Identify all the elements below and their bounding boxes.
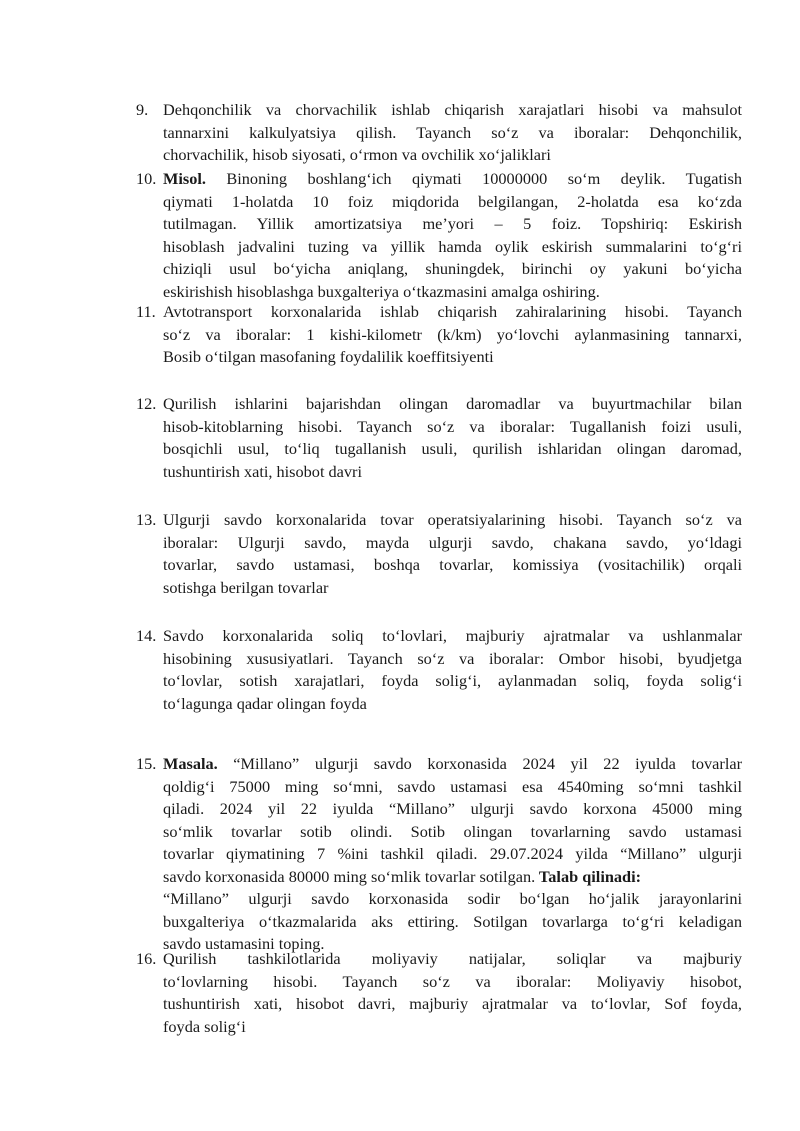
list-item-10 <box>136 168 742 303</box>
text-line: hisob-kitoblarning hisobi. Tayanch so‘z va iboralar: Tugallanish foizi usuli, <box>163 416 742 436</box>
item-text <box>163 753 742 956</box>
item-number: 15. <box>136 754 157 773</box>
list-item-11 <box>136 301 742 369</box>
text-line: bosqichli usul, to‘liq tugallanish usuli, qurilish ishlaridan olingan daromad, <box>163 439 742 458</box>
text-line: so‘z va iboralar: 1 kishi-kilometr (k/km) yo‘lovchi aylanmasining tannarxi, <box>163 324 742 344</box>
item-number: 10. <box>136 169 157 188</box>
item-text <box>163 509 742 599</box>
text-line: tannarxini kalkulyatsiya qilish. Tayanch so‘z va iboralar: Dehqonchilik, <box>163 122 742 142</box>
item-number: 11. <box>136 302 156 321</box>
item-text <box>163 948 742 1038</box>
item-text <box>163 393 742 483</box>
text-line: qiladi. 2024 yil 22 iyulda “Millano” ulgurji savdo korxona 45000 ming <box>163 799 742 818</box>
item-number: 13. <box>136 510 157 529</box>
text-line: hisoblash jadvalini tuzing va yillik hamda oylik eskirish summalarini to‘g‘ri <box>163 236 742 256</box>
list-item-12 <box>136 393 742 483</box>
text-line: Ulgurji savdo korxonalarida tovar operatsiyalarining hisobi. Tayanch so‘z va <box>163 510 742 529</box>
text-line: to‘lovlarning hisobi. Tayanch so‘z va iboralar: Moliyaviy hisobot, <box>163 971 742 991</box>
text-line: to‘lagunga qadar olingan foyda <box>163 693 367 713</box>
text-line: tushuntirish xati, hisobot davri, majburiy ajratmalar va to‘lovlar, Sof foyda, <box>163 994 742 1013</box>
text-line: qoldig‘i 75000 ming so‘mni, savdo ustamasi esa 4540ming so‘mni tashkil <box>163 776 742 796</box>
text-line: iboralar: Ulgurji savdo, mayda ulgurji savdo, chakana savdo, yo‘ldagi <box>163 532 742 552</box>
text-line: eskirishish hisoblashga buxgalteriya o‘tkazmasini amalga oshiring. <box>163 281 600 301</box>
item-number: 16. <box>136 949 157 968</box>
item-number: 9. <box>136 100 149 119</box>
text-line: tovarlar, savdo ustamasi, boshqa tovarlar, komissiya (vositachilik) orqali <box>163 555 742 574</box>
text-line: buxgalteriya o‘tkazmalarida aks ettiring. Sotilgan tovarlarga to‘g‘ri keladigan <box>163 911 742 931</box>
text-line: chiziqli usul bo‘yicha aniqlang, shuningdek, birinchi oy yakuni bo‘yicha <box>163 259 742 278</box>
text-line: Qurilish tashkilotlarida moliyaviy natijalar, soliqlar va majburiy <box>163 949 742 968</box>
text-line: qiymati 1-holatda 10 foiz miqdorida belgilangan, 2-holatda esa ko‘zda <box>163 191 742 211</box>
list-item-16 <box>136 948 742 1038</box>
text-line: Dehqonchilik va chorvachilik ishlab chiqarish xarajatlari hisobi va mahsulot <box>163 100 742 119</box>
item-text <box>163 168 742 303</box>
text-line: Masala. “Millano” ulgurji savdo korxonasida 2024 yil 22 iyulda tovarlar <box>163 754 742 773</box>
item-number: 14. <box>136 626 157 645</box>
list-item-13 <box>136 509 742 599</box>
text-line: foyda solig‘i <box>163 1016 246 1036</box>
bold-lead: Masala. <box>163 754 218 773</box>
text-line: so‘mlik tovarlar sotib olindi. Sotib olingan tovarlarning savdo ustamasi <box>163 821 742 841</box>
bold-tail: Talab qilinadi: <box>535 866 642 886</box>
text-line: tutilmagan. Yillik amortizatsiya me’yori – 5 foiz. Topshiriq: Eskirish <box>163 214 742 233</box>
text-line: Qurilish ishlarini bajarishdan olingan daromadlar va buyurtmachilar bilan <box>163 394 742 413</box>
text-line: tovarlar qiymatining 7 %ini tashkil qiladi. 29.07.2024 yilda “Millano” ulgurji <box>163 844 742 863</box>
bold-lead: Misol. <box>163 169 206 188</box>
text-line: chorvachilik, hisob siyosati, o‘rmon va ovchilik xo‘jaliklari <box>163 145 551 164</box>
item-text <box>163 99 742 167</box>
text-line: Avtotransport korxonalarida ishlab chiqarish zahiralarining hisobi. Tayanch <box>163 302 742 321</box>
list-item-9 <box>136 99 742 167</box>
item-text <box>163 625 742 715</box>
text-line: hisobining xususiyatlari. Tayanch so‘z va iboralar: Ombor hisobi, byudjetga <box>163 648 742 668</box>
list-item-14 <box>136 625 742 715</box>
text-line: tushuntirish xati, hisobot davri <box>163 461 362 481</box>
list-item-15 <box>136 753 742 956</box>
text-line: sotishga berilgan tovarlar <box>163 577 329 597</box>
text-line: Bosib o‘tilgan masofaning foydalilik koeffitsiyenti <box>163 347 494 366</box>
text-line: savdo ustamasini toping. <box>163 934 325 953</box>
text-line: Misol. Binoning boshlang‘ich qiymati 10000000 so‘m deylik. Tugatish <box>163 169 742 188</box>
item-number: 12. <box>136 394 157 413</box>
text-line: “Millano” ulgurji savdo korxonasida sodir bo‘lgan ho‘jalik jarayonlarini <box>163 889 742 908</box>
text-line: to‘lovlar, sotish xarajatlari, foyda solig‘i, aylanmadan soliq, foyda solig‘i <box>163 671 742 690</box>
text-line: savdo korxonasida 80000 ming so‘mlik tovarlar sotilgan. Talab qilinadi: <box>163 866 642 886</box>
item-text <box>163 301 742 369</box>
text-line: Savdo korxonalarida soliq to‘lovlari, majburiy ajratmalar va ushlanmalar <box>163 626 742 645</box>
